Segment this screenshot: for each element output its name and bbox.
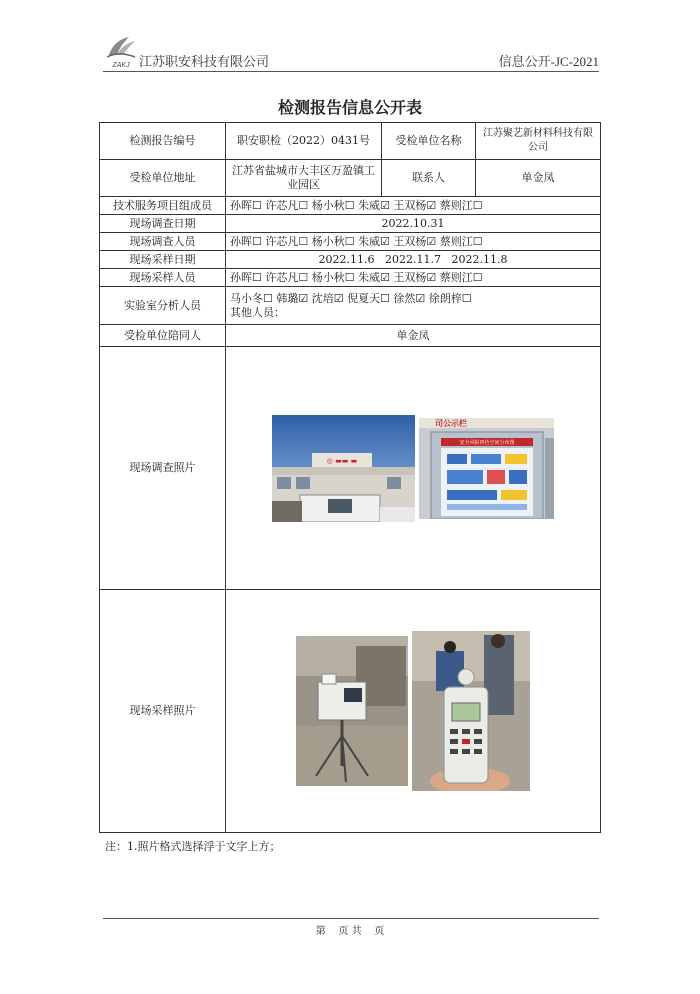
sampling-staff: 孙晖☐ 许芯凡☐ 杨小秋☐ 朱威☑ 王双杨☑ 蔡则江☐ (226, 269, 601, 287)
svg-text:司公示栏: 司公示栏 (435, 418, 467, 428)
sampling-photo-sampler (296, 636, 408, 786)
table-row (100, 325, 601, 347)
lab-staff-cell (226, 287, 601, 325)
table-row (100, 590, 601, 833)
sampling-staff-label: 现场采样人员 (100, 269, 226, 287)
escort-label: 受检单位陪同人 (100, 325, 226, 347)
info-table (99, 122, 601, 833)
survey-date: 2022.10.31 (226, 215, 601, 233)
sampling-date-label: 现场采样日期 (100, 251, 226, 269)
lab-other: 其他人员： (230, 305, 285, 319)
table-row (100, 269, 601, 287)
company-name: 江苏职安科技有限公司 (139, 55, 270, 70)
report-no: 职安职检（2022）0431号 (226, 123, 382, 160)
svg-text:◎ ▬▬ ▬: ◎ ▬▬ ▬ (326, 456, 358, 465)
document-code: 信息公开-JC-2021 (498, 54, 599, 69)
lab-label: 实验室分析人员 (100, 287, 226, 325)
client-name: 江苏聚艺新材料科技有限公司 (476, 123, 601, 160)
table-row (100, 215, 601, 233)
sampling-photos (230, 631, 596, 791)
survey-photo-building (272, 415, 415, 522)
footer-rule (103, 918, 599, 919)
escort: 单金凤 (226, 325, 601, 347)
survey-photo-cell (226, 347, 601, 590)
survey-photo-board (419, 418, 554, 519)
address: 江苏省盐城市大丰区万盈镇工业园区 (226, 160, 382, 197)
team-members: 孙晖☐ 许芯凡☐ 杨小秋☐ 朱威☑ 王双杨☑ 蔡则江☐ (226, 197, 601, 215)
footnote: 注：1.照片格式选择浮于文字上方； (105, 840, 281, 853)
address-label: 受检单位地址 (100, 160, 226, 197)
svg-text:ZAKJ: ZAKJ (112, 62, 130, 69)
company-logo (103, 35, 139, 69)
survey-photo-label: 现场调查照片 (100, 347, 226, 590)
table-row (100, 347, 601, 590)
sampling-photo-meter (412, 631, 530, 791)
report-no-label: 检测报告编号 (100, 123, 226, 160)
page-title: 检测报告信息公开表 (277, 98, 422, 117)
sampling-photo-cell (226, 590, 601, 833)
table-row (100, 251, 601, 269)
survey-date-label: 现场调查日期 (100, 215, 226, 233)
table-row (100, 197, 601, 215)
lab-staff: 马小冬☐ 韩璐☑ 沈培☑ 倪夏天☐ 徐然☑ 徐朗梓☐ (230, 291, 472, 305)
client-label: 受检单位名称 (382, 123, 476, 160)
sampling-date: 2022.11.6 2022.11.7 2022.11.8 (226, 251, 601, 269)
page-header (103, 33, 599, 71)
contact: 单金凤 (476, 160, 601, 197)
table-row (100, 123, 601, 160)
sampling-photo-label: 现场采样照片 (100, 590, 226, 833)
contact-label: 联系人 (382, 160, 476, 197)
table-row (100, 287, 601, 325)
survey-photos (230, 415, 596, 522)
page-number: 第 页 共 页 (315, 926, 385, 937)
table-row (100, 233, 601, 251)
table-row (100, 160, 601, 197)
header-rule (103, 71, 599, 72)
survey-staff-label: 现场调查人员 (100, 233, 226, 251)
survey-staff: 孙晖☐ 许芯凡☐ 杨小秋☐ 朱威☑ 王双杨☑ 蔡则江☐ (226, 233, 601, 251)
svg-text:安全风险四色空间分布图: 安全风险四色空间分布图 (459, 439, 515, 446)
team-label: 技术服务项目组成员 (100, 197, 226, 215)
